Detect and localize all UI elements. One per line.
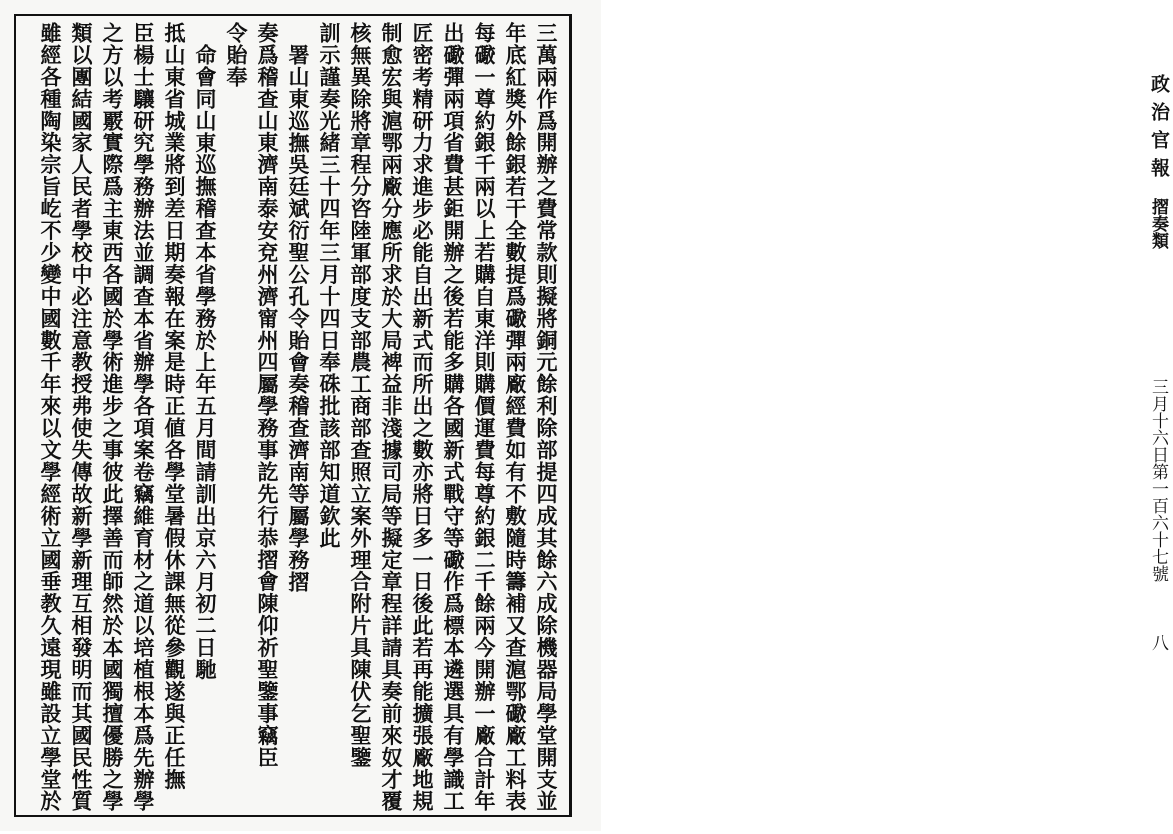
- text-column-11: 令貽奉: [224, 22, 249, 88]
- text-column-17: 雖經各種陶染宗旨屹不少變中國數千年來以文學經術立國垂教久遠現雖設立學堂於: [38, 22, 63, 813]
- issue-date-number: 三月十六日第一百六十七號: [1148, 378, 1168, 582]
- text-column-1: 三萬兩作爲開辦之費常款則擬將銅元餘利除部提四成其餘六成除機器局學堂開支並: [534, 22, 559, 813]
- header-column: [572, 14, 1170, 817]
- text-column-2: 年底紅獎外餘銀若干全數提爲礮彈兩廠經費如有不敷隨時籌補又查滬鄂礮廠工料表: [503, 22, 528, 813]
- text-column-3: 每礮一尊約銀千兩以上若購自東洋則購價運費每尊約銀二千餘兩今開辦一廠合計年: [472, 22, 497, 813]
- page-number: 八: [1148, 634, 1168, 651]
- text-column-7: 核無異除將章程分咨陸軍部度支部農工商部查照立案外理合附片具陳伏乞聖鑒: [348, 22, 373, 769]
- text-column-4: 出礮彈兩項省費甚鉅開辦之後若能多購各國新式戰守等礮作爲標本遴選具有學識工: [441, 22, 466, 813]
- text-column-5: 匠密考精研力求進步必能自出新式而所出之數亦將日多一日後此若再能擴張廠地規: [410, 22, 435, 813]
- text-column-13: 抵山東省城業將到差日期奏報在案是時正値各學堂暑假休課無從參觀遂與正任撫: [162, 22, 187, 791]
- text-column-12: 命會同山東巡撫稽查本省學務於上年五月間請訓出京六月初二日馳: [193, 44, 218, 681]
- text-column-14: 臣楊士驤研究學務辦法並調查本省辦學各項案卷竊維育材之道以培植根本爲先辦學: [131, 22, 156, 813]
- section-category: 摺奏類: [1148, 198, 1168, 249]
- gazette-title: 政治官報: [1148, 74, 1170, 186]
- text-column-8: 訓示謹奏光緒三十四年三月十四日奉硃批該部知道欽此: [317, 22, 342, 549]
- text-column-10: 奏爲稽查山東濟南泰安兗州濟甯州四屬學務事訖先行恭摺會陳仰祈聖鑒事竊臣: [255, 22, 280, 769]
- text-column-6: 制愈宏與滬鄂兩廠分應所求於大局裨益非淺據司局等擬定章程詳請具奏前來奴才覆: [379, 22, 404, 813]
- text-column-9: 署山東巡撫吳廷斌衍聖公孔令貽會奏稽查濟南等屬學務摺: [286, 44, 311, 593]
- text-column-16: 類以團結國家人民者學校中必注意教授弗使失傳故新學新理互相發明而其國民性質: [69, 22, 94, 813]
- text-column-15: 之方以考覈實際爲主東西各國於學術進步之事彼此擇善而師然於本國獨擅優勝之學: [100, 22, 125, 813]
